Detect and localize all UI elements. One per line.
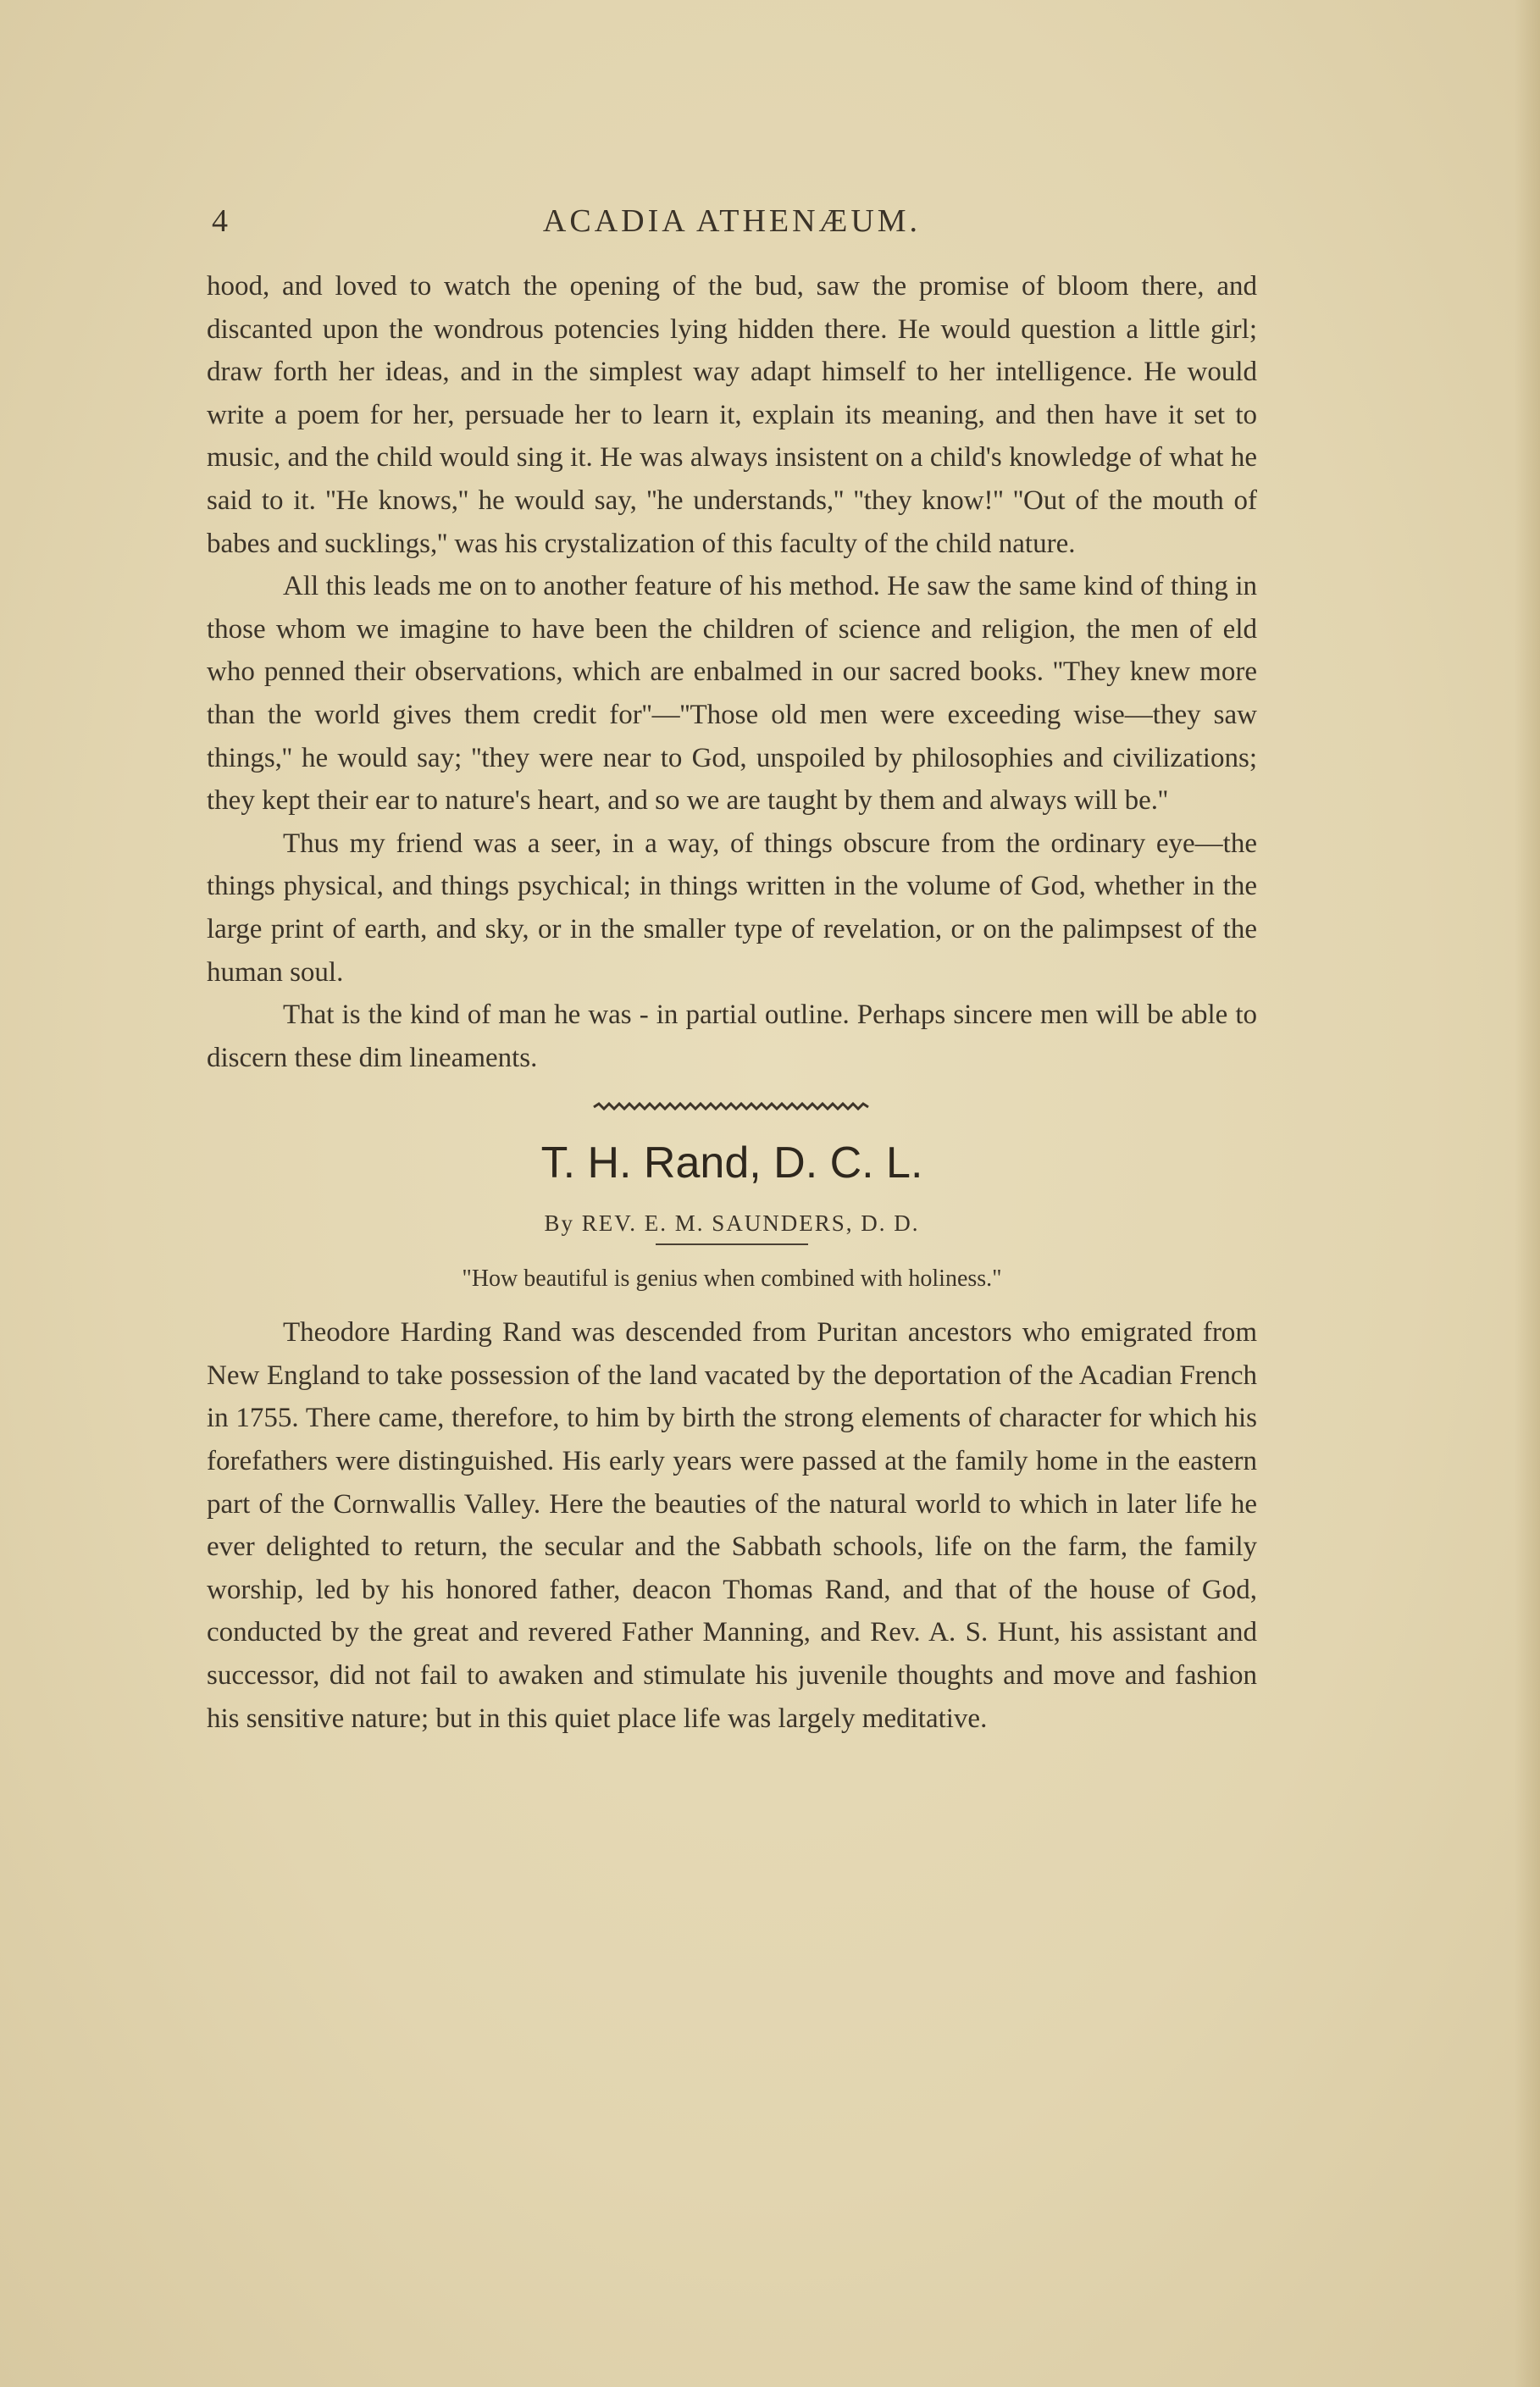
running-header xyxy=(207,191,1257,250)
continued-article xyxy=(207,265,1257,1079)
article-title: T. H. Rand, D. C. L. xyxy=(540,1138,923,1188)
paragraph: Theodore Harding Rand was descended from Puritan ancestors who emigrated from New England to take possession of the land vacated by the deportation of the Acadian French in 1755. There came, therefore, to him by birth the strong elements of character for which his forefathers were distinguished. His early years were passed at the family home in the eastern part of the Cornwallis Valley. Here the beauties of the natural world to which in later life he ever delighted to return, the secular and the Sabbath schools, life on the farm, the family worship, led by his honored father, deacon Thomas Rand, and that of the house of God, conducted by the great and revered Father Manning, and Rev. A. S. Hunt, his assistant and successor, did not fail to awaken and stimulate his juvenile thoughts and move and fashion his sensitive nature; but in this quiet place life was largely meditative. xyxy=(207,1317,1257,1734)
article-body xyxy=(207,1311,1257,1740)
running-title: ACADIA ATHENÆUM. xyxy=(542,203,922,239)
ornamental-divider xyxy=(207,1101,1257,1115)
ornament-rule-icon xyxy=(592,1101,872,1113)
page-edge-shadow xyxy=(1515,0,1540,2387)
article-epigraph: "How beautiful is genius when combined with holiness." xyxy=(462,1265,1002,1293)
paragraph: That is the kind of man he was - in partial outline. Perhaps sincere men will be able to discern these dim lineaments. xyxy=(207,1000,1257,1073)
page-number: 4 xyxy=(212,203,231,239)
text-column xyxy=(207,191,1257,1740)
paragraph: Thus my friend was a seer, in a way, of things obscure from the ordinary eye—the things physical, and things psychical; in things written in the volume of God, whether in the large print of earth, and sky, or in the smaller type of revelation, or on the palimpsest of the human soul. xyxy=(207,828,1257,988)
article-byline: By REV. E. M. SAUNDERS, D. D. xyxy=(544,1210,920,1237)
paragraph: All this leads me on to another feature of his method. He saw the same kind of thing in those whom we imagine to have been the children of science and religion, the men of eld who penned their observations, which are enbalmed in our sacred books. ''They knew more than the world gives them credit for''—''Those old men were exceeding wise—they saw things,'' he would say; ''they were near to God, unspoiled by philosophies and civilizations; they kept their ear to nature's heart, and so we are taught by them and always will be.'' xyxy=(207,571,1257,817)
paragraph: hood, and loved to watch the opening of the bud, saw the promise of bloom there, and discanted upon the wondrous potencies lying hidden there. He would question a little girl; draw forth her ideas, and in the simplest way adapt himself to her intelligence. He would write a poem for her, persuade her to learn it, explain its meaning, and then have it set to music, and the child would sing it. He was always insistent on a child's knowledge of what he said to it. ''He knows,'' he would say, ''he understands,'' ''they know!'' ''Out of the mouth of babes and sucklings,'' was his crystalization of this faculty of the child nature. xyxy=(207,271,1257,559)
byline-rule xyxy=(656,1243,808,1245)
